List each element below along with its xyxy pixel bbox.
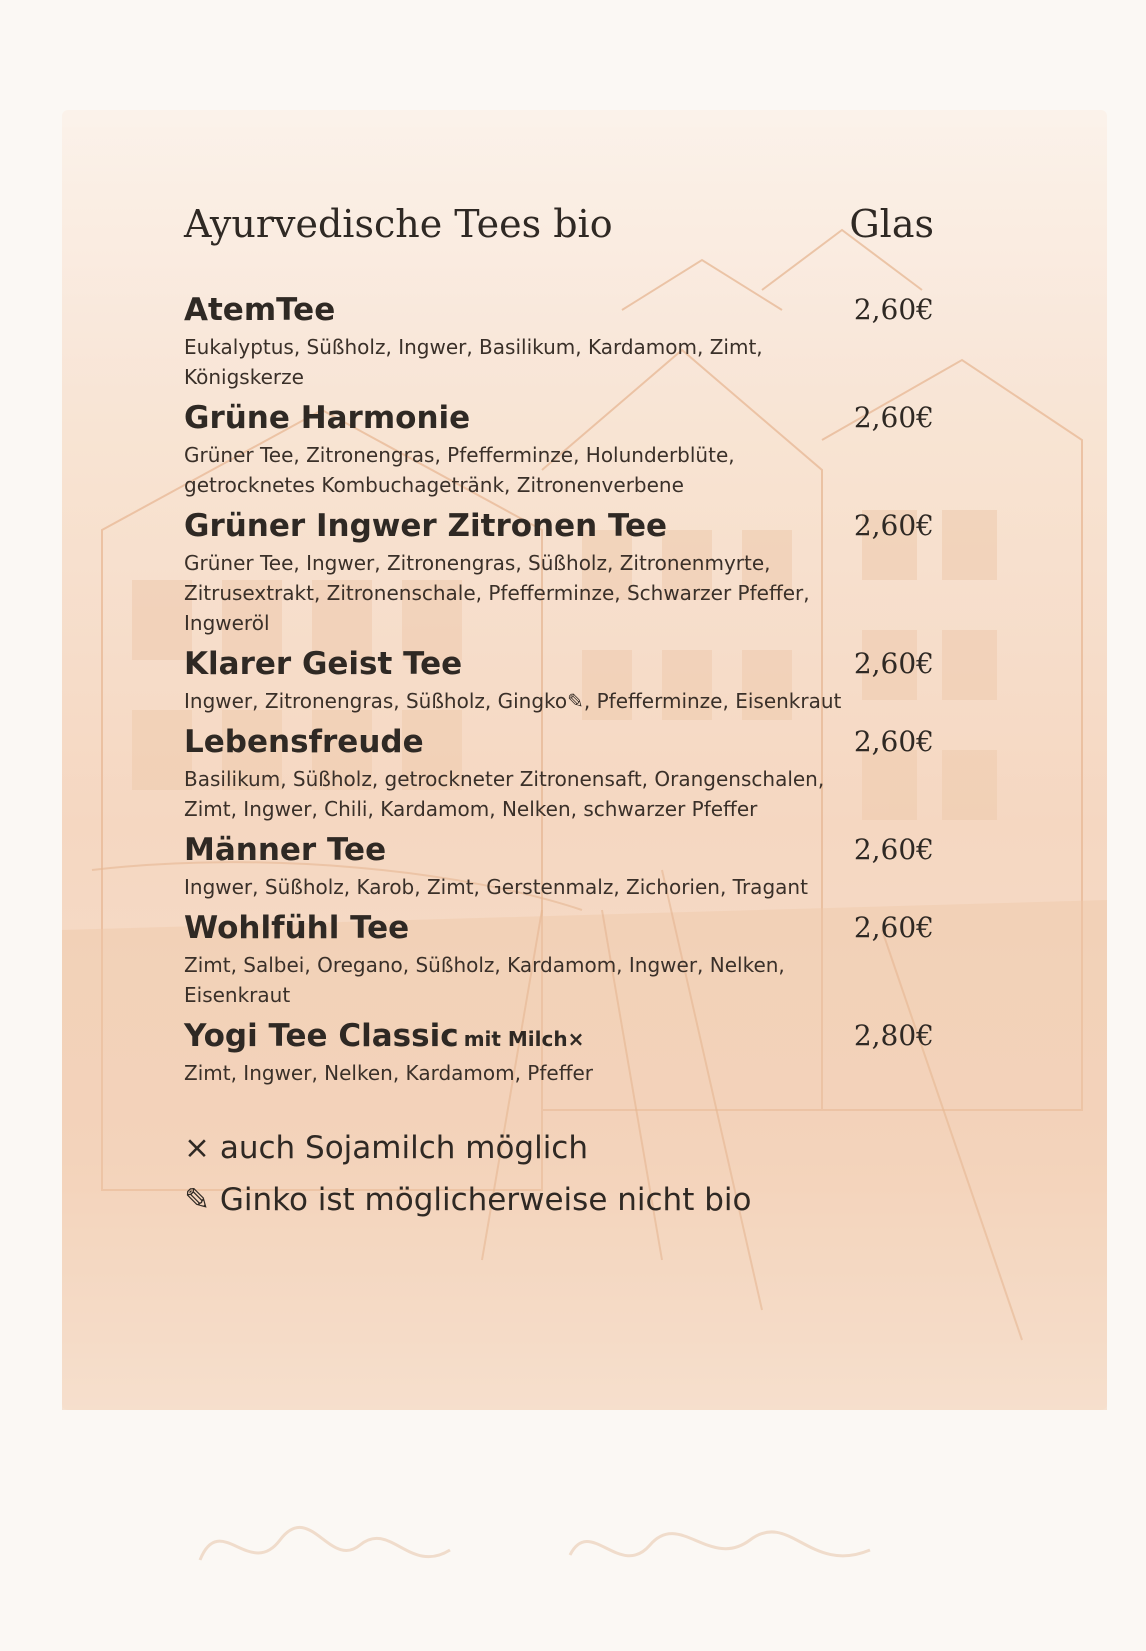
item-name: Wohlfühl Tee	[184, 910, 410, 946]
item-description: Zimt, Ingwer, Nelken, Kardamom, Pfeffer	[184, 1061, 594, 1085]
item-price: 2,60€	[853, 833, 934, 866]
menu-item	[184, 1014, 934, 1088]
item-name: Grüner Ingwer Zitronen Tee	[184, 508, 668, 544]
menu-item	[184, 504, 934, 638]
tea-list	[184, 288, 934, 1088]
item-price: 2,60€	[853, 509, 934, 542]
item-name: Männer Tee	[184, 832, 387, 868]
item-price: 2,60€	[853, 725, 934, 758]
item-price: 2,60€	[853, 293, 934, 326]
item-description: Ingwer, Zitronengras, Süßholz, Gingko✎, Pfefferminze, Eisenkraut	[184, 689, 842, 713]
menu-item	[184, 720, 934, 824]
tea-menu	[184, 190, 934, 1226]
menu-item	[184, 288, 934, 392]
footnotes	[184, 1122, 934, 1226]
item-description: Eukalyptus, Süßholz, Ingwer, Basilikum, Kardamom, Zimt, Königskerze	[184, 335, 763, 389]
item-name: Yogi Tee Classic	[184, 1018, 459, 1054]
menu-item	[184, 396, 934, 500]
item-price: 2,60€	[853, 911, 934, 944]
footnote-ginko: ✎ Ginko ist möglicherweise nicht bio	[184, 1182, 752, 1218]
item-price: 2,60€	[853, 647, 934, 680]
footnote-soy-milk: × auch Sojamilch möglich	[184, 1130, 588, 1166]
item-note: mit Milch×	[463, 1027, 585, 1051]
artist-signature	[190, 1500, 890, 1590]
section-title: Ayurvedische Tees bio	[184, 202, 613, 246]
item-price: 2,60€	[853, 401, 934, 434]
item-name: Klarer Geist Tee	[184, 646, 463, 682]
item-description: Grüner Tee, Ingwer, Zitronengras, Süßholz, Zitronenmyrte, Zitrusextrakt, Zitronenschale, Pfefferminze, Schwarzer Pfeffer, Ingweröl	[184, 551, 810, 635]
item-name: AtemTee	[184, 292, 336, 328]
menu-item	[184, 828, 934, 902]
menu-item	[184, 642, 934, 716]
item-description: Ingwer, Süßholz, Karob, Zimt, Gerstenmalz, Zichorien, Tragant	[184, 875, 808, 899]
item-description: Basilikum, Süßholz, getrockneter Zitronensaft, Orangenschalen, Zimt, Ingwer, Chili, Kardamom, Nelken, schwarzer Pfeffer	[184, 767, 825, 821]
item-name: Lebensfreude	[184, 724, 424, 760]
item-name: Grüne Harmonie	[184, 400, 471, 436]
item-description: Zimt, Salbei, Oregano, Süßholz, Kardamom, Ingwer, Nelken, Eisenkraut	[184, 953, 785, 1007]
item-description: Grüner Tee, Zitronengras, Pfefferminze, Holunderblüte, getrocknetes Kombuchagetränk, Zitronenverbene	[184, 443, 735, 497]
price-column-label: Glas	[849, 202, 934, 246]
menu-header	[184, 190, 934, 260]
menu-item	[184, 906, 934, 1010]
item-price: 2,80€	[853, 1019, 934, 1052]
